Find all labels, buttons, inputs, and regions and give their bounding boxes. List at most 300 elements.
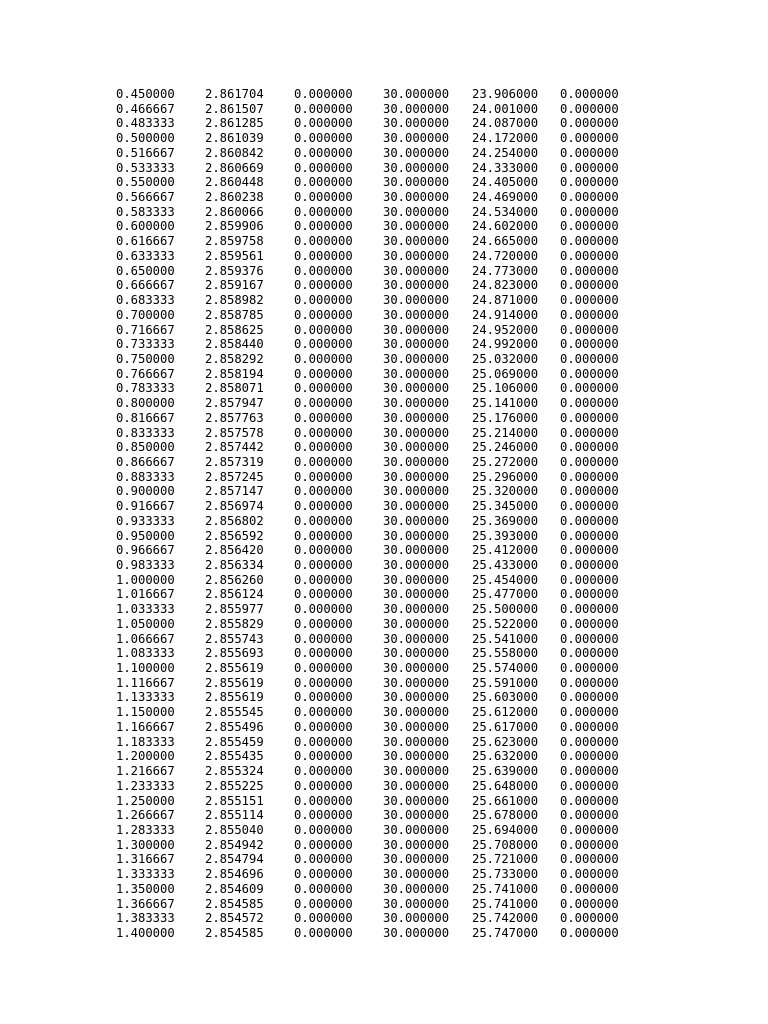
table-cell: 25.733000 (472, 867, 539, 882)
table-cell: 0.000000 (560, 145, 619, 160)
table-cell: 24.823000 (472, 278, 539, 293)
table-cell: 0.000000 (294, 278, 353, 293)
table-cell: 0.000000 (294, 616, 353, 631)
table-cell: 0.000000 (294, 337, 353, 352)
table-cell: 2.859561 (205, 248, 264, 263)
table-cell: 0.000000 (294, 484, 353, 499)
table-cell: 23.906000 (472, 87, 539, 101)
table-cell: 0.000000 (560, 602, 619, 617)
table-cell: 25.272000 (472, 454, 539, 469)
table-cell: 0.916667 (116, 499, 175, 514)
table-cell: 2.855743 (205, 631, 264, 646)
table-cell: 2.856420 (205, 543, 264, 558)
table-cell: 1.250000 (116, 793, 175, 808)
table-cell: 0.000000 (560, 190, 619, 205)
table-cell: 24.952000 (472, 322, 539, 337)
table-cell: 30.000000 (383, 764, 450, 779)
table-cell: 25.454000 (472, 572, 539, 587)
table-cell: 2.855829 (205, 616, 264, 631)
table-cell: 25.694000 (472, 822, 539, 837)
table-cell: 24.720000 (472, 248, 539, 263)
table-cell: 0.000000 (294, 778, 353, 793)
table-cell: 1.400000 (116, 925, 175, 940)
table-cell: 25.433000 (472, 558, 539, 572)
table-cell: 0.000000 (294, 190, 353, 205)
table-cell: 2.854585 (205, 925, 264, 940)
table-cell: 0.000000 (560, 469, 619, 484)
table-cell: 0.500000 (116, 131, 175, 146)
table-cell: 30.000000 (383, 175, 450, 190)
table-cell: 0.766667 (116, 366, 175, 381)
table-cell: 0.000000 (294, 896, 353, 911)
table-cell: 1.383333 (116, 911, 175, 926)
table-cell: 30.000000 (383, 454, 450, 469)
table-cell: 2.857578 (205, 425, 264, 440)
table-cell: 30.000000 (383, 425, 450, 440)
table-cell: 1.000000 (116, 572, 175, 587)
table-cell: 0.850000 (116, 440, 175, 455)
table-cell: 2.858440 (205, 337, 264, 352)
table-cell: 0.000000 (294, 396, 353, 411)
table-cell: 0.000000 (294, 572, 353, 587)
table-cell: 0.000000 (560, 778, 619, 793)
table-cell: 25.246000 (472, 440, 539, 455)
table-cell: 0.000000 (294, 440, 353, 455)
table-cell: 30.000000 (383, 558, 450, 572)
table-cell: 0.683333 (116, 293, 175, 308)
table-cell: 25.639000 (472, 764, 539, 779)
table-cell: 25.648000 (472, 778, 539, 793)
table-cell: 2.857319 (205, 454, 264, 469)
table-cell: 0.000000 (294, 366, 353, 381)
table-cell: 25.591000 (472, 675, 539, 690)
table-cell: 0.000000 (294, 587, 353, 602)
table-cell: 30.000000 (383, 911, 450, 926)
table-cell: 0.000000 (560, 616, 619, 631)
table-cell: 30.000000 (383, 337, 450, 352)
table-cell: 0.583333 (116, 204, 175, 219)
table-cell: 30.000000 (383, 822, 450, 837)
table-cell: 25.214000 (472, 425, 539, 440)
table-cell: 0.000000 (560, 808, 619, 823)
table-cell: 0.000000 (560, 116, 619, 131)
table-cell: 30.000000 (383, 749, 450, 764)
table-cell: 24.665000 (472, 234, 539, 249)
table-cell: 25.477000 (472, 587, 539, 602)
table-cell: 25.617000 (472, 719, 539, 734)
table-cell: 2.856802 (205, 513, 264, 528)
table-cell: 2.855225 (205, 778, 264, 793)
table-cell: 0.600000 (116, 219, 175, 234)
table-cell: 0.000000 (560, 558, 619, 572)
table-cell: 0.000000 (560, 646, 619, 661)
table-cell: 0.000000 (294, 675, 353, 690)
table-cell: 2.855435 (205, 749, 264, 764)
table-cell: 0.000000 (560, 322, 619, 337)
table-cell: 0.700000 (116, 307, 175, 322)
table-cell: 1.350000 (116, 881, 175, 896)
table-cell: 0.000000 (560, 484, 619, 499)
table-cell: 0.000000 (560, 307, 619, 322)
table-cell: 1.266667 (116, 808, 175, 823)
table-cell: 2.859906 (205, 219, 264, 234)
table-cell: 30.000000 (383, 734, 450, 749)
table-cell: 2.857947 (205, 396, 264, 411)
table-cell: 25.623000 (472, 734, 539, 749)
table-cell: 24.992000 (472, 337, 539, 352)
table-cell: 30.000000 (383, 116, 450, 131)
table-cell: 24.469000 (472, 190, 539, 205)
table-cell: 2.859376 (205, 263, 264, 278)
table-cell: 25.541000 (472, 631, 539, 646)
table-cell: 30.000000 (383, 322, 450, 337)
table-cell: 0.000000 (560, 513, 619, 528)
table-cell: 30.000000 (383, 587, 450, 602)
table-cell: 25.558000 (472, 646, 539, 661)
table-cell: 1.183333 (116, 734, 175, 749)
table-cell: 0.000000 (560, 175, 619, 190)
table-cell: 25.747000 (472, 925, 539, 940)
table-cell: 25.412000 (472, 543, 539, 558)
table-cell: 30.000000 (383, 705, 450, 720)
table-cell: 1.066667 (116, 631, 175, 646)
table-cell: 2.857147 (205, 484, 264, 499)
table-cell: 0.000000 (294, 690, 353, 705)
table-cell: 24.534000 (472, 204, 539, 219)
table-cell: 0.000000 (294, 351, 353, 366)
table-cell: 0.000000 (560, 543, 619, 558)
table-cell: 25.522000 (472, 616, 539, 631)
table-cell: 30.000000 (383, 381, 450, 396)
table-cell: 0.000000 (560, 278, 619, 293)
table-cell: 0.000000 (560, 204, 619, 219)
table-cell: 30.000000 (383, 675, 450, 690)
table-cell: 0.000000 (560, 337, 619, 352)
table-cell: 25.500000 (472, 602, 539, 617)
table-cell: 0.000000 (560, 837, 619, 852)
table-cell: 2.856124 (205, 587, 264, 602)
table-cell: 1.033333 (116, 602, 175, 617)
table-cell: 0.000000 (294, 543, 353, 558)
table-cell: 2.861507 (205, 101, 264, 116)
table-cell: 25.069000 (472, 366, 539, 381)
table-cell: 0.616667 (116, 234, 175, 249)
table-cell: 2.857442 (205, 440, 264, 455)
table-cell: 0.000000 (560, 396, 619, 411)
table-cell: 0.000000 (560, 764, 619, 779)
table-cell: 2.860238 (205, 190, 264, 205)
table-cell: 0.000000 (294, 719, 353, 734)
table-cell: 1.283333 (116, 822, 175, 837)
table-cell: 2.854585 (205, 896, 264, 911)
table-cell: 25.320000 (472, 484, 539, 499)
table-cell: 0.000000 (560, 499, 619, 514)
table-cell: 0.466667 (116, 101, 175, 116)
table-cell: 0.000000 (560, 911, 619, 926)
table-cell: 0.000000 (294, 101, 353, 116)
table-cell: 0.000000 (560, 425, 619, 440)
table-cell: 0.000000 (560, 631, 619, 646)
table-cell: 25.032000 (472, 351, 539, 366)
table-cell: 30.000000 (383, 396, 450, 411)
table-cell: 0.000000 (294, 513, 353, 528)
table-cell: 25.741000 (472, 881, 539, 896)
table-cell: 0.000000 (560, 719, 619, 734)
table-cell: 2.860669 (205, 160, 264, 175)
table-cell: 24.172000 (472, 131, 539, 146)
table-cell: 0.000000 (560, 293, 619, 308)
table-cell: 0.000000 (294, 734, 353, 749)
table-cell: 0.000000 (294, 558, 353, 572)
table-cell: 30.000000 (383, 278, 450, 293)
table-cell: 25.296000 (472, 469, 539, 484)
table-cell: 0.000000 (294, 705, 353, 720)
table-cell: 24.602000 (472, 219, 539, 234)
table-cell: 0.000000 (294, 204, 353, 219)
table-cell: 0.550000 (116, 175, 175, 190)
table-cell: 30.000000 (383, 204, 450, 219)
table-cell: 0.983333 (116, 558, 175, 572)
table-cell: 0.000000 (294, 87, 353, 101)
table-cell: 0.000000 (294, 881, 353, 896)
table-cell: 0.000000 (560, 793, 619, 808)
table-cell: 0.000000 (294, 219, 353, 234)
table-cell: 1.083333 (116, 646, 175, 661)
table-cell: 2.857245 (205, 469, 264, 484)
table-cell: 25.721000 (472, 852, 539, 867)
table-cell: 0.000000 (294, 322, 353, 337)
table-cell: 2.859758 (205, 234, 264, 249)
table-cell: 2.861039 (205, 131, 264, 146)
table-cell: 2.860448 (205, 175, 264, 190)
table-cell: 2.855693 (205, 646, 264, 661)
table-cell: 1.133333 (116, 690, 175, 705)
table-cell: 0.450000 (116, 87, 175, 101)
table-cell: 0.000000 (560, 690, 619, 705)
table-cell: 30.000000 (383, 881, 450, 896)
table-cell: 25.612000 (472, 705, 539, 720)
table-cell: 0.000000 (294, 602, 353, 617)
table-cell: 30.000000 (383, 778, 450, 793)
table-cell: 30.000000 (383, 837, 450, 852)
table-cell: 0.000000 (560, 410, 619, 425)
table-cell: 0.750000 (116, 351, 175, 366)
table-cell: 0.000000 (560, 263, 619, 278)
table-cell: 0.883333 (116, 469, 175, 484)
table-cell: 30.000000 (383, 543, 450, 558)
table-cell: 0.000000 (294, 248, 353, 263)
table-cell: 0.000000 (294, 469, 353, 484)
table-cell: 25.741000 (472, 896, 539, 911)
table-cell: 0.000000 (560, 440, 619, 455)
table-cell: 30.000000 (383, 101, 450, 116)
table-cell: 0.866667 (116, 454, 175, 469)
table-cell: 24.405000 (472, 175, 539, 190)
table-cell: 1.016667 (116, 587, 175, 602)
table-cell: 24.914000 (472, 307, 539, 322)
table-cell: 0.000000 (560, 852, 619, 867)
table-cell: 2.861285 (205, 116, 264, 131)
table-cell: 24.773000 (472, 263, 539, 278)
table-cell: 0.000000 (294, 131, 353, 146)
table-cell: 0.533333 (116, 160, 175, 175)
table-cell: 0.000000 (294, 631, 353, 646)
table-cell: 30.000000 (383, 690, 450, 705)
table-cell: 0.000000 (294, 764, 353, 779)
table-cell: 30.000000 (383, 896, 450, 911)
table-cell: 1.050000 (116, 616, 175, 631)
table-cell: 30.000000 (383, 219, 450, 234)
table-cell: 25.106000 (472, 381, 539, 396)
table-cell: 0.000000 (294, 808, 353, 823)
table-cell: 0.000000 (294, 852, 353, 867)
table-cell: 1.366667 (116, 896, 175, 911)
table-cell: 2.857763 (205, 410, 264, 425)
table-cell: 30.000000 (383, 410, 450, 425)
table-cell: 0.000000 (294, 381, 353, 396)
table-cell: 30.000000 (383, 852, 450, 867)
table-cell: 0.000000 (294, 822, 353, 837)
table-cell: 2.856592 (205, 528, 264, 543)
table-cell: 0.000000 (560, 881, 619, 896)
table-cell: 0.000000 (560, 131, 619, 146)
table-cell: 30.000000 (383, 793, 450, 808)
table-cell: 1.216667 (116, 764, 175, 779)
table-cell: 0.000000 (294, 410, 353, 425)
table-cell: 30.000000 (383, 661, 450, 676)
table-cell: 1.150000 (116, 705, 175, 720)
table-cell: 0.000000 (294, 749, 353, 764)
table-cell: 0.816667 (116, 410, 175, 425)
table-cell: 2.854696 (205, 867, 264, 882)
table-cell: 0.000000 (560, 587, 619, 602)
table-cell: 30.000000 (383, 263, 450, 278)
table-cell: 25.632000 (472, 749, 539, 764)
table-cell: 30.000000 (383, 602, 450, 617)
table-cell: 25.603000 (472, 690, 539, 705)
table-cell: 30.000000 (383, 307, 450, 322)
table-cell: 1.166667 (116, 719, 175, 734)
table-cell: 0.650000 (116, 263, 175, 278)
table-cell: 0.000000 (294, 793, 353, 808)
table-cell: 0.000000 (294, 293, 353, 308)
table-cell: 30.000000 (383, 234, 450, 249)
table-cell: 25.742000 (472, 911, 539, 926)
table-cell: 0.000000 (294, 175, 353, 190)
table-cell: 2.858625 (205, 322, 264, 337)
table-cell: 0.783333 (116, 381, 175, 396)
table-cell: 25.661000 (472, 793, 539, 808)
table-cell: 2.855619 (205, 675, 264, 690)
table-cell: 0.000000 (294, 499, 353, 514)
table-cell: 0.000000 (294, 925, 353, 940)
table-cell: 0.000000 (560, 381, 619, 396)
table-cell: 0.833333 (116, 425, 175, 440)
table-cell: 30.000000 (383, 440, 450, 455)
table-cell: 1.100000 (116, 661, 175, 676)
table-cell: 1.300000 (116, 837, 175, 852)
table-cell: 2.854572 (205, 911, 264, 926)
table-cell: 25.678000 (472, 808, 539, 823)
table-cell: 24.254000 (472, 145, 539, 160)
table-cell: 0.633333 (116, 248, 175, 263)
table-cell: 2.858292 (205, 351, 264, 366)
table-cell: 30.000000 (383, 131, 450, 146)
table-cell: 2.856974 (205, 499, 264, 514)
table-cell: 24.087000 (472, 116, 539, 131)
table-cell: 0.000000 (560, 822, 619, 837)
table-cell: 0.000000 (560, 572, 619, 587)
table-cell: 1.333333 (116, 867, 175, 882)
table-cell: 2.854609 (205, 881, 264, 896)
table-cell: 0.000000 (560, 675, 619, 690)
table-cell: 0.000000 (560, 101, 619, 116)
table-cell: 2.855619 (205, 661, 264, 676)
table-cell: 30.000000 (383, 160, 450, 175)
table-cell: 30.000000 (383, 484, 450, 499)
table-cell: 1.200000 (116, 749, 175, 764)
table-cell: 25.708000 (472, 837, 539, 852)
table-cell: 2.854794 (205, 852, 264, 867)
table-cell: 2.858194 (205, 366, 264, 381)
table-cell: 30.000000 (383, 366, 450, 381)
table-cell: 0.566667 (116, 190, 175, 205)
table-cell: 0.000000 (560, 896, 619, 911)
table-cell: 2.859167 (205, 278, 264, 293)
table-cell: 2.856334 (205, 558, 264, 572)
table-cell: 30.000000 (383, 248, 450, 263)
table-cell: 0.000000 (294, 454, 353, 469)
table-cell: 0.800000 (116, 396, 175, 411)
table-cell: 0.000000 (560, 248, 619, 263)
table-cell: 30.000000 (383, 646, 450, 661)
table-cell: 0.000000 (560, 160, 619, 175)
table-cell: 0.000000 (560, 734, 619, 749)
table-cell: 1.116667 (116, 675, 175, 690)
table-cell: 30.000000 (383, 469, 450, 484)
table-cell: 0.000000 (294, 263, 353, 278)
table-cell: 0.000000 (560, 705, 619, 720)
table-cell: 2.855114 (205, 808, 264, 823)
table-cell: 0.000000 (294, 911, 353, 926)
table-cell: 30.000000 (383, 351, 450, 366)
table-cell: 2.854942 (205, 837, 264, 852)
table-cell: 0.000000 (294, 837, 353, 852)
table-cell: 0.733333 (116, 337, 175, 352)
table-cell: 0.966667 (116, 543, 175, 558)
table-cell: 24.871000 (472, 293, 539, 308)
table-cell: 0.000000 (294, 867, 353, 882)
table-cell: 30.000000 (383, 499, 450, 514)
table-cell: 0.000000 (294, 160, 353, 175)
table-cell: 2.855977 (205, 602, 264, 617)
table-cell: 0.000000 (294, 145, 353, 160)
table-cell: 2.855496 (205, 719, 264, 734)
table-cell: 0.000000 (294, 528, 353, 543)
table-cell: 30.000000 (383, 145, 450, 160)
table-cell: 30.000000 (383, 190, 450, 205)
table-cell: 2.860066 (205, 204, 264, 219)
table-cell: 25.369000 (472, 513, 539, 528)
table-cell: 0.000000 (560, 219, 619, 234)
table-cell: 0.000000 (560, 234, 619, 249)
table-cell: 24.001000 (472, 101, 539, 116)
table-cell: 0.000000 (294, 646, 353, 661)
table-cell: 24.333000 (472, 160, 539, 175)
table-cell: 25.393000 (472, 528, 539, 543)
table-cell: 25.345000 (472, 499, 539, 514)
table-cell: 0.950000 (116, 528, 175, 543)
